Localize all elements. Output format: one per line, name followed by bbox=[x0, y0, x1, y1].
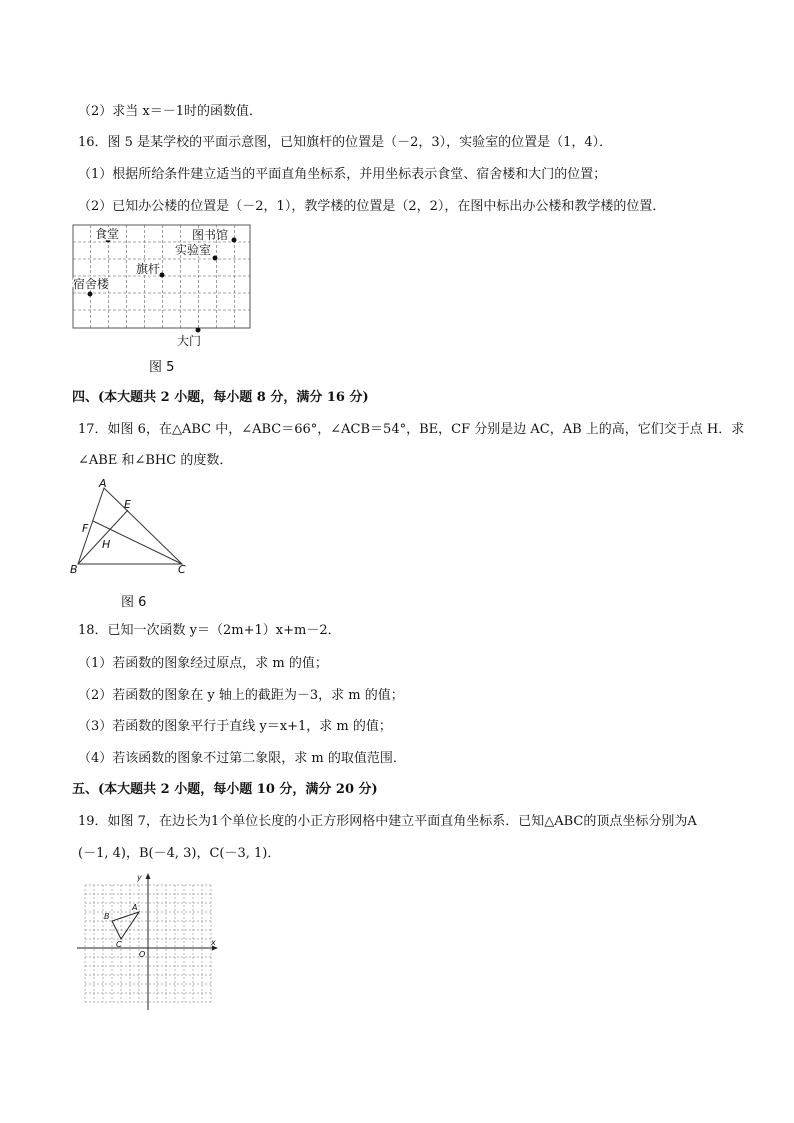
point-b-label: B bbox=[70, 563, 78, 576]
point-a-label: A bbox=[99, 477, 107, 490]
y-axis-label: y bbox=[137, 873, 142, 882]
school-map-figure bbox=[70, 222, 260, 352]
figure6-caption: 图 6 bbox=[121, 595, 147, 610]
triangle-abc-grid bbox=[112, 912, 139, 939]
grid-point-c-label: C bbox=[116, 940, 122, 949]
lab-label: 实验室 bbox=[175, 243, 212, 257]
q18-part3: （3）若函数的图象平行于直线 y＝x+1，求 m 的值； bbox=[78, 719, 392, 734]
lab-dot bbox=[213, 256, 218, 261]
y-axis-arrow bbox=[146, 873, 151, 879]
q18-part4: （4）若该函数的图象不过第二象限，求 m 的取值范围． bbox=[78, 751, 406, 766]
gate-dot bbox=[196, 328, 201, 333]
point-c-label: C bbox=[178, 563, 186, 576]
q16-part1: （1）根据所给条件建立适当的平面直角坐标系，并用坐标表示食堂、宿舍楼和大门的位置； bbox=[78, 167, 607, 182]
dorm-label: 宿舍楼 bbox=[73, 277, 110, 291]
q18-part1: （1）若函数的图象经过原点，求 m 的值； bbox=[78, 656, 328, 671]
section4-heading: 四、(本大题共 2 小题，每小题 8 分，满分 16 分) bbox=[72, 390, 369, 405]
gate-label: 大门 bbox=[177, 334, 202, 348]
q15-part2: （2）求当 x＝－1时的函数值． bbox=[78, 104, 263, 119]
point-f-label: F bbox=[82, 522, 89, 535]
library-dot bbox=[232, 238, 237, 243]
grid-point-b-label: B bbox=[104, 912, 110, 921]
canteen-label: 食堂 bbox=[95, 227, 120, 241]
q18-stem: 18．已知一次函数 y＝（2m+1）x+m－2． bbox=[78, 623, 341, 638]
q16-part2: （2）已知办公楼的位置是（－2，1），教学楼的位置是（2，2），在图中标出办公楼和教学楼的位置． bbox=[78, 199, 666, 214]
q16-stem: 16．图 5 是某学校的平面示意图，已知旗杆的位置是（－2，3），实验室的位置是（1，4）． bbox=[78, 135, 613, 150]
coordinate-grid-figure bbox=[75, 872, 220, 1012]
q19-line1: 19．如图 7，在边长为1个单位长度的小正方形网格中建立平面直角坐标系．已知△ABC的顶点坐标分别为A bbox=[78, 814, 697, 829]
point-e-label: E bbox=[124, 498, 131, 511]
flagpole-dot bbox=[160, 273, 165, 278]
dorm-dot bbox=[88, 292, 93, 297]
figure5-caption: 图 5 bbox=[149, 360, 175, 375]
flagpole-label: 旗杆 bbox=[136, 262, 161, 276]
q18-part2: （2）若函数的图象在 y 轴上的截距为－3，求 m 的值； bbox=[78, 688, 404, 703]
section5-heading: 五、(本大题共 2 小题，每小题 10 分，满分 20 分) bbox=[72, 782, 378, 797]
origin-label: O bbox=[139, 950, 146, 959]
library-label: 图书馆 bbox=[192, 228, 229, 242]
q19-line2: (－1, 4)，B(－4, 3)，C(－3, 1)． bbox=[78, 846, 281, 861]
point-h-label: H bbox=[102, 538, 111, 551]
x-axis-label: x bbox=[211, 938, 216, 947]
q17-line1: 17．如图 6，在△ABC 中，∠ABC＝66°，∠ACB＝54°，BE，CF 分别是边 AC，AB 上的高，它们交于点 H．求 bbox=[78, 422, 745, 437]
q17-line2: ∠ABE 和∠BHC 的度数． bbox=[78, 453, 233, 468]
grid-point-a-label: A bbox=[132, 903, 138, 912]
triangle-figure bbox=[66, 476, 196, 578]
altitude-be bbox=[78, 510, 128, 564]
